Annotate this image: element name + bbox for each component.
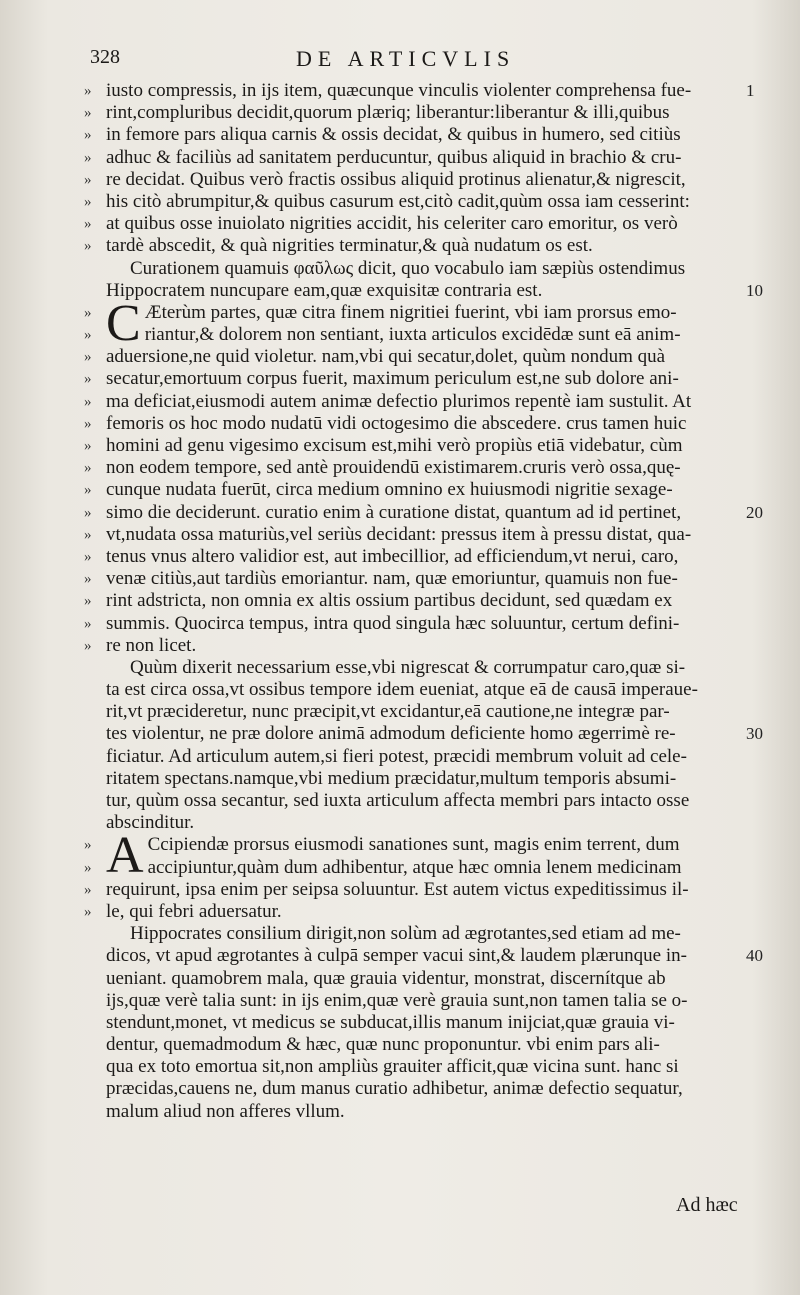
text-line [0, 901, 800, 923]
text-line [0, 613, 800, 635]
line-text: Hippocrates consilium dirigit,non solùm ad ægrotantes,sed etiam ad me- [130, 923, 681, 945]
text-line [0, 391, 800, 413]
text-line [0, 524, 800, 546]
quote-mark: » [84, 903, 92, 920]
text-line [0, 435, 800, 457]
text-line [0, 213, 800, 235]
text-line [0, 590, 800, 612]
line-text: tenus vnus altero validior est, aut imbecillior, ad efficiendum,vt nerui, caro, [106, 545, 679, 567]
line-text: summis. Quocirca tempus, intra quod singula hæc soluuntur, certum defini- [106, 612, 680, 634]
line-text: stendunt,monet, vt medicus se subducat,illis manum inijciat,quæ grauia vi- [106, 1011, 675, 1033]
running-title: DE ARTICVLIS [296, 46, 516, 71]
quote-mark: » [84, 526, 92, 543]
line-text: in femore pars aliqua carnis & ossis decidat, & quibus in humero, sed citiùs [106, 124, 681, 146]
text-line [0, 723, 800, 745]
quote-mark: » [84, 460, 92, 477]
line-text: secatur,emortuum corpus fuerit, maximum periculum est,ne sub dolore ani- [106, 368, 679, 390]
line-text: homini ad genu vigesimo excisum est,mihi verò propiùs etiā videbatur, cùm [106, 435, 683, 456]
line-text: abscinditur. [106, 812, 195, 834]
margin-line-number: 10 [746, 280, 763, 300]
text-line [0, 413, 800, 435]
text-line [0, 546, 800, 568]
drop-cap: A [106, 827, 144, 885]
quote-mark: » [84, 548, 92, 565]
line-text: qua ex toto emortua sit,non ampliùs grauiter afficit,quæ vicina sunt. hanc si [106, 1056, 679, 1078]
line-text: simo die deciderunt. curatio enim à curatione distat, quantum ad id pertinet, [106, 501, 682, 523]
text-line [0, 147, 800, 169]
text-line [0, 191, 800, 213]
line-text: his citò abrumpitur,& quibus casurum est,citò cadit,quùm ossa iam cesserint: [106, 190, 690, 212]
text-line [0, 80, 800, 102]
drop-cap: C [106, 294, 141, 352]
quote-mark: » [84, 837, 92, 854]
quote-mark: » [84, 193, 92, 210]
text-line [0, 457, 800, 479]
quote-mark: » [84, 83, 92, 99]
quote-mark: » [84, 304, 92, 321]
text-line [0, 102, 800, 124]
line-text: vt,nudata ossa maturiùs,vel seriùs decidant: pressus item à pressu distat, qua- [106, 523, 692, 545]
text-line [0, 768, 800, 790]
line-text: cunque nudata fuerūt, circa medium omnino ex huiusmodi nigritie sexage- [106, 479, 673, 501]
line-text: Quùm dixerit necessarium esse,vbi nigrescat & corrumpatur caro,quæ si- [130, 656, 686, 678]
quote-mark: » [84, 127, 92, 144]
margin-line-number: 1 [746, 81, 755, 100]
quote-mark: » [84, 859, 92, 876]
quote-mark: » [84, 171, 92, 188]
text-line [0, 169, 800, 191]
text-line [0, 635, 800, 657]
quote-mark: » [84, 637, 92, 654]
text-line [0, 368, 800, 390]
line-text: re decidat. Quibus verò fractis ossibus aliquid protinus alienatur,& nigrescit, [106, 168, 686, 190]
text-line [0, 235, 800, 257]
quote-mark: » [84, 216, 92, 233]
catchword: Ad hæc [676, 1194, 738, 1216]
line-text: at quibus osse inuiolato nigrities accidit, his celeriter caro emoritur, os verò [106, 213, 678, 235]
text-line [0, 1078, 800, 1100]
quote-mark: » [84, 438, 92, 454]
line-text: rint,compluribus decidit,quorum plæriq; liberantur:liberantur & illi,quibus [106, 102, 670, 124]
quote-mark: » [84, 482, 92, 499]
margin-line-number: 30 [746, 724, 763, 744]
line-text: le, qui febri aduersatur. [106, 900, 282, 922]
line-text: præcidas,cauens ne, dum manus curatio adhibetur, animæ defectio sequatur, [106, 1078, 683, 1100]
quote-mark: » [84, 571, 92, 588]
line-text: tur, quùm ossa secantur, sed iuxta articulum affecta membri pars intacto osse [106, 790, 690, 811]
text-line [0, 1056, 800, 1078]
text-line [0, 346, 800, 368]
line-text: aduersione,ne quid violetur. nam,vbi qui secatur,dolet, quùm nondum quà [106, 346, 666, 368]
margin-line-number: 20 [746, 502, 763, 522]
text-line [0, 1101, 800, 1123]
quote-mark: » [84, 504, 92, 521]
text-line [0, 1034, 800, 1056]
line-text: femoris os hoc modo nudatū vidi octogesimo die abscedere. crus tamen huic [106, 412, 687, 434]
line-text: requirunt, ipsa enim per seipsa soluuntur. Est autem victus expeditissimus il- [106, 878, 689, 900]
line-text: dentur, quemadmodum & hæc, quæ nunc proponuntur. vbi enim pars ali- [106, 1034, 660, 1056]
text-line [0, 258, 800, 280]
text-body [0, 80, 800, 1123]
quote-mark: » [84, 327, 92, 344]
text-line [0, 701, 800, 723]
line-text: ijs,quæ verè talia sunt: in ijs enim,quæ verè grauia sunt,non tamen talia se o- [106, 989, 688, 1011]
line-text: dicos, vt apud ægrotantes à culpā semper vacui sint,& laudem plærunque in- [106, 945, 687, 967]
line-text: Ccipiendæ prorsus eiusmodi sanationes sunt, magis enim terrent, dum [147, 834, 680, 856]
line-text: ta est circa ossa,vt ossibus tempore idem eueniat, atque eā de causā imperaue- [106, 679, 698, 701]
text-line [0, 990, 800, 1012]
quote-mark: » [84, 393, 92, 410]
quote-mark: » [84, 881, 92, 898]
line-text: venæ citiùs,aut tardiùs emoriantur. nam, quæ emoriuntur, quamuis non fue- [106, 568, 678, 590]
line-text: rint adstricta, non omnia ex altis ossium partibus decidunt, sed quædam ex [106, 590, 673, 612]
line-text: re non licet. [106, 634, 197, 656]
line-text: ficiatur. Ad articulum autem,si fieri potest, præcidi membrum voluit ad cele- [106, 745, 687, 767]
page-number: 328 [90, 46, 120, 68]
line-text: iusto compressis, in ijs item, quæcunque vinculis violenter comprehensa fue- [106, 80, 692, 101]
quote-mark: » [84, 371, 92, 388]
text-line [0, 879, 800, 901]
text-line [0, 923, 800, 945]
quote-mark: » [84, 149, 92, 166]
quote-mark: » [84, 615, 92, 632]
line-text: ueniant. quamobrem mala, quæ grauia videntur, monstrat, discernítque ab [106, 967, 666, 989]
line-text: ma deficiat,eiusmodi autem animæ defectio plurimos repentè iam sustulit. At [106, 390, 692, 412]
page-header [0, 46, 800, 76]
text-line [0, 857, 800, 879]
text-line [0, 746, 800, 768]
margin-line-number: 40 [746, 946, 763, 966]
text-line [0, 790, 800, 812]
text-line [0, 479, 800, 501]
line-text: ritatem spectans.namque,vbi medium præcidatur,multum temporis absumi- [106, 767, 677, 789]
text-line [0, 945, 800, 967]
text-line [0, 502, 800, 524]
quote-mark: » [84, 593, 92, 610]
line-text: Hippocratem nuncupare eam,quæ exquisitæ contraria est. [106, 279, 543, 301]
line-text: riantur,& dolorem non sentiant, iuxta articulos excidēdæ sunt eā anim- [144, 324, 681, 346]
text-line [0, 968, 800, 990]
line-text: malum aliud non afferes vllum. [106, 1100, 345, 1122]
text-line [0, 124, 800, 146]
quote-mark: » [84, 105, 92, 122]
text-line [0, 568, 800, 590]
line-text: non eodem tempore, sed antè prouidendū existimarem.cruris verò ossa,quę- [106, 457, 681, 479]
quote-mark: » [84, 238, 92, 255]
text-line [0, 324, 800, 346]
quote-mark: » [84, 349, 92, 366]
text-line [0, 679, 800, 701]
line-text: rit,vt præcideretur, nunc præcipit,vt excidantur,eā cautione,ne integræ par- [106, 701, 670, 723]
quote-mark: » [84, 415, 92, 432]
line-text: tardè abscedit, & quà nigrities terminatur,& quà nudatum os est. [106, 235, 593, 257]
text-line [0, 1012, 800, 1034]
line-text: tes violentur, ne præ dolore animā admodum deficiente homo ægerrimè re- [106, 723, 676, 745]
line-text: Curationem quamuis φαῦλως dicit, quo vocabulo iam sæpiùs ostendimus [130, 257, 686, 279]
text-line [0, 657, 800, 679]
line-text: Æterùm partes, quæ citra finem nigritiei fuerint, vbi iam prorsus emo- [144, 301, 677, 323]
line-text: adhuc & faciliùs ad sanitatem perducuntur, quibus aliquid in brachio & cru- [106, 146, 682, 168]
line-text: accipiuntur,quàm dum adhibentur, atque hæc omnia lenem medicinam [147, 856, 682, 878]
